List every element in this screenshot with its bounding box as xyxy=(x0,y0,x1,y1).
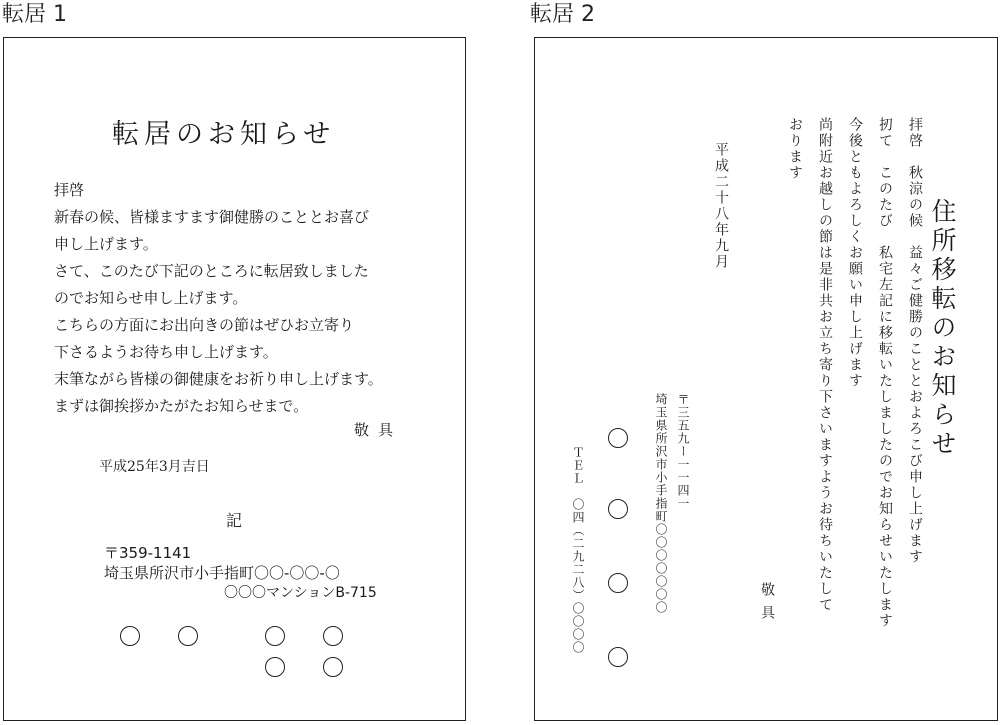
name-placeholder-circle xyxy=(608,647,628,667)
name-placeholder-circle xyxy=(265,657,285,677)
card2-caption: 転居 2 xyxy=(530,2,595,27)
name-placeholder-circle xyxy=(120,626,140,646)
card1-caption: 転居 1 xyxy=(2,2,67,27)
card1-body-line: 末筆ながら皆様の御健康をお祈り申し上げます。 xyxy=(54,370,383,388)
name-placeholder-circle xyxy=(608,428,628,448)
card1-body-line: 下さるようお待ち申し上げます。 xyxy=(54,343,278,361)
card1-greeting: 拝啓 xyxy=(54,181,85,199)
card2-address: 埼玉県所沢市小手指町〇〇〇〇〇〇〇 xyxy=(654,393,668,614)
card2-body-line: 扨て このたび 私宅左記に移転いたしましたのでお知らせいたします xyxy=(877,117,893,629)
card1-letter-body xyxy=(54,177,383,420)
card2-body-line: 尚附近お越しの節は是非共お立ち寄り下さいますようお待ちいたして xyxy=(817,117,833,613)
card1-address-line1: 埼玉県所沢市小手指町〇〇-〇〇-〇 xyxy=(104,564,340,582)
card2-letter-body xyxy=(780,117,930,677)
card2-tel: ＴＥＬ 〇四（二九二八）〇〇〇〇 xyxy=(571,446,585,654)
card1-body-line: のでお知らせ申し上げます。 xyxy=(54,289,248,307)
card1-address-line2: 〇〇〇マンションB-715 xyxy=(224,585,377,601)
card1-body-line: まずは御挨拶かたがたお知らせまで。 xyxy=(54,397,309,415)
card1-body-line: 新春の候、皆様ますます御健勝のこととお喜び xyxy=(54,208,370,226)
card1-ki: 記 xyxy=(226,511,243,530)
card2-closing: 敬具 xyxy=(759,582,775,628)
name-placeholder-circle xyxy=(608,573,628,593)
card1-date: 平成25年3月吉日 xyxy=(99,459,210,475)
name-placeholder-circle xyxy=(323,626,343,646)
card1-horizontal-notice xyxy=(3,37,466,721)
card2-postal-code: 〒三五九ー一一四一 xyxy=(676,393,690,510)
card2-body-line: おります xyxy=(787,117,803,181)
card1-title: 転居のお知らせ xyxy=(112,119,336,150)
name-placeholder-circle xyxy=(178,626,198,646)
card1-postal-code: 〒359-1141 xyxy=(104,544,192,562)
name-placeholder-circle xyxy=(323,657,343,677)
name-placeholder-circle xyxy=(265,626,285,646)
card1-body-line: 申し上げます。 xyxy=(54,235,158,253)
card2-body-line: 拝啓 秋涼の候 益々ご健勝のこととおよろこび申し上げます xyxy=(907,117,923,565)
card2-vertical-notice xyxy=(534,37,998,721)
card1-body-line: こちらの方面にお出向きの節はぜひお立寄り xyxy=(54,316,355,334)
card2-title: 住所移転のお知らせ xyxy=(928,198,957,459)
card1-closing: 敬具 xyxy=(354,421,403,439)
name-placeholder-circle xyxy=(608,499,628,519)
card1-body-line: さて、このたび下記のところに転居致しました xyxy=(54,262,369,280)
card2-body-line: 今後ともよろしくお願い申し上げます xyxy=(847,117,863,389)
card2-date: 平成二十八年九月 xyxy=(713,142,729,270)
